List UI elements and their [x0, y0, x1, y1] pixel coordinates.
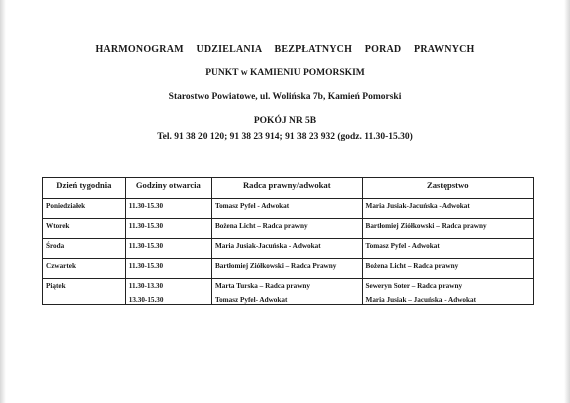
counsel-cell — [211, 219, 362, 239]
substitute-entry: Maria Jusiak-Jacuńska -Adwokat — [365, 202, 470, 210]
substitute-entry: Maria Jusiak – Jacuńska - Adwokat — [365, 296, 476, 304]
hours-entry: 13.30-15.30 — [128, 296, 164, 304]
counsel-entry: Tomasz Pyfel- Adwokat — [214, 296, 288, 304]
column-header-hours: Godziny otwarcia — [125, 178, 211, 199]
hours-entry: 11.30-13.30 — [128, 282, 164, 290]
substitute-cell — [362, 279, 533, 305]
column-header-counsel: Radca prawny/adwokat — [211, 178, 362, 199]
substitute-entry: Bożena Licht – Radca prawny — [365, 262, 459, 270]
counsel-entry: Marta Turska – Radca prawny — [214, 282, 310, 290]
scan-edge-left — [0, 0, 6, 403]
counsel-cell — [211, 199, 362, 219]
day-cell — [43, 279, 126, 305]
table-row — [43, 199, 534, 219]
hours-entry: 11.30-15.30 — [128, 222, 164, 230]
day-label: Piątek — [46, 282, 66, 290]
table-row — [43, 239, 534, 259]
hours-cell — [125, 219, 211, 239]
column-header-substitute: Zastępstwo — [362, 178, 533, 199]
document-subtitle: PUNKT w KAMIENIU POMORSKIM — [205, 68, 365, 78]
table-row — [43, 259, 534, 279]
office-address: Starostwo Powiatowe, ul. Wolińska 7b, Kamień Pomorski — [168, 92, 402, 102]
counsel-entry: Bartłomiej Ziółkowski – Radca Prawny — [214, 262, 337, 270]
hours-cell — [125, 239, 211, 259]
phone-numbers: Tel. 91 38 20 120; 91 38 23 914; 91 38 23 932 (godz. 11.30-15.30) — [157, 132, 413, 142]
counsel-cell — [211, 259, 362, 279]
day-label: Wtorek — [46, 222, 70, 230]
schedule-table — [42, 177, 534, 305]
counsel-entry: Bożena Licht – Radca prawny — [214, 222, 308, 230]
substitute-cell — [362, 239, 533, 259]
room-number: POKÓJ NR 5B — [253, 116, 317, 126]
table-row — [43, 279, 534, 305]
table-row — [43, 219, 534, 239]
counsel-entry: Tomasz Pyfel - Adwokat — [214, 202, 290, 210]
substitute-cell — [362, 219, 533, 239]
day-label: Środa — [46, 242, 65, 250]
hours-cell — [125, 279, 211, 305]
table-header-row — [43, 178, 534, 199]
substitute-entry: Bartłomiej Ziółkowski – Radca prawny — [365, 222, 487, 230]
substitute-cell — [362, 259, 533, 279]
day-cell — [43, 199, 126, 219]
document-title: HARMONOGRAM UDZIELANIA BEZPŁATNYCH PORAD PRAWNYCH — [95, 44, 475, 55]
day-cell — [43, 259, 126, 279]
scan-edge-right — [564, 0, 570, 403]
hours-cell — [125, 199, 211, 219]
day-label: Poniedziałek — [46, 202, 86, 210]
substitute-cell — [362, 199, 533, 219]
substitute-entry: Tomasz Pyfel - Adwokat — [365, 242, 440, 250]
counsel-cell — [211, 239, 362, 259]
day-cell — [43, 219, 126, 239]
hours-entry: 11.30-15.30 — [128, 242, 164, 250]
counsel-entry: Maria Jusiak-Jacuńska - Adwokat — [214, 242, 321, 250]
hours-cell — [125, 259, 211, 279]
schedule-body — [43, 199, 534, 305]
column-header-day: Dzień tygodnia — [43, 178, 126, 199]
hours-entry: 11.30-15.30 — [128, 262, 164, 270]
hours-entry: 11.30-15.30 — [128, 202, 164, 210]
day-label: Czwartek — [46, 262, 76, 270]
day-cell — [43, 239, 126, 259]
counsel-cell — [211, 279, 362, 305]
substitute-entry: Seweryn Soter – Radca prawny — [365, 282, 463, 290]
